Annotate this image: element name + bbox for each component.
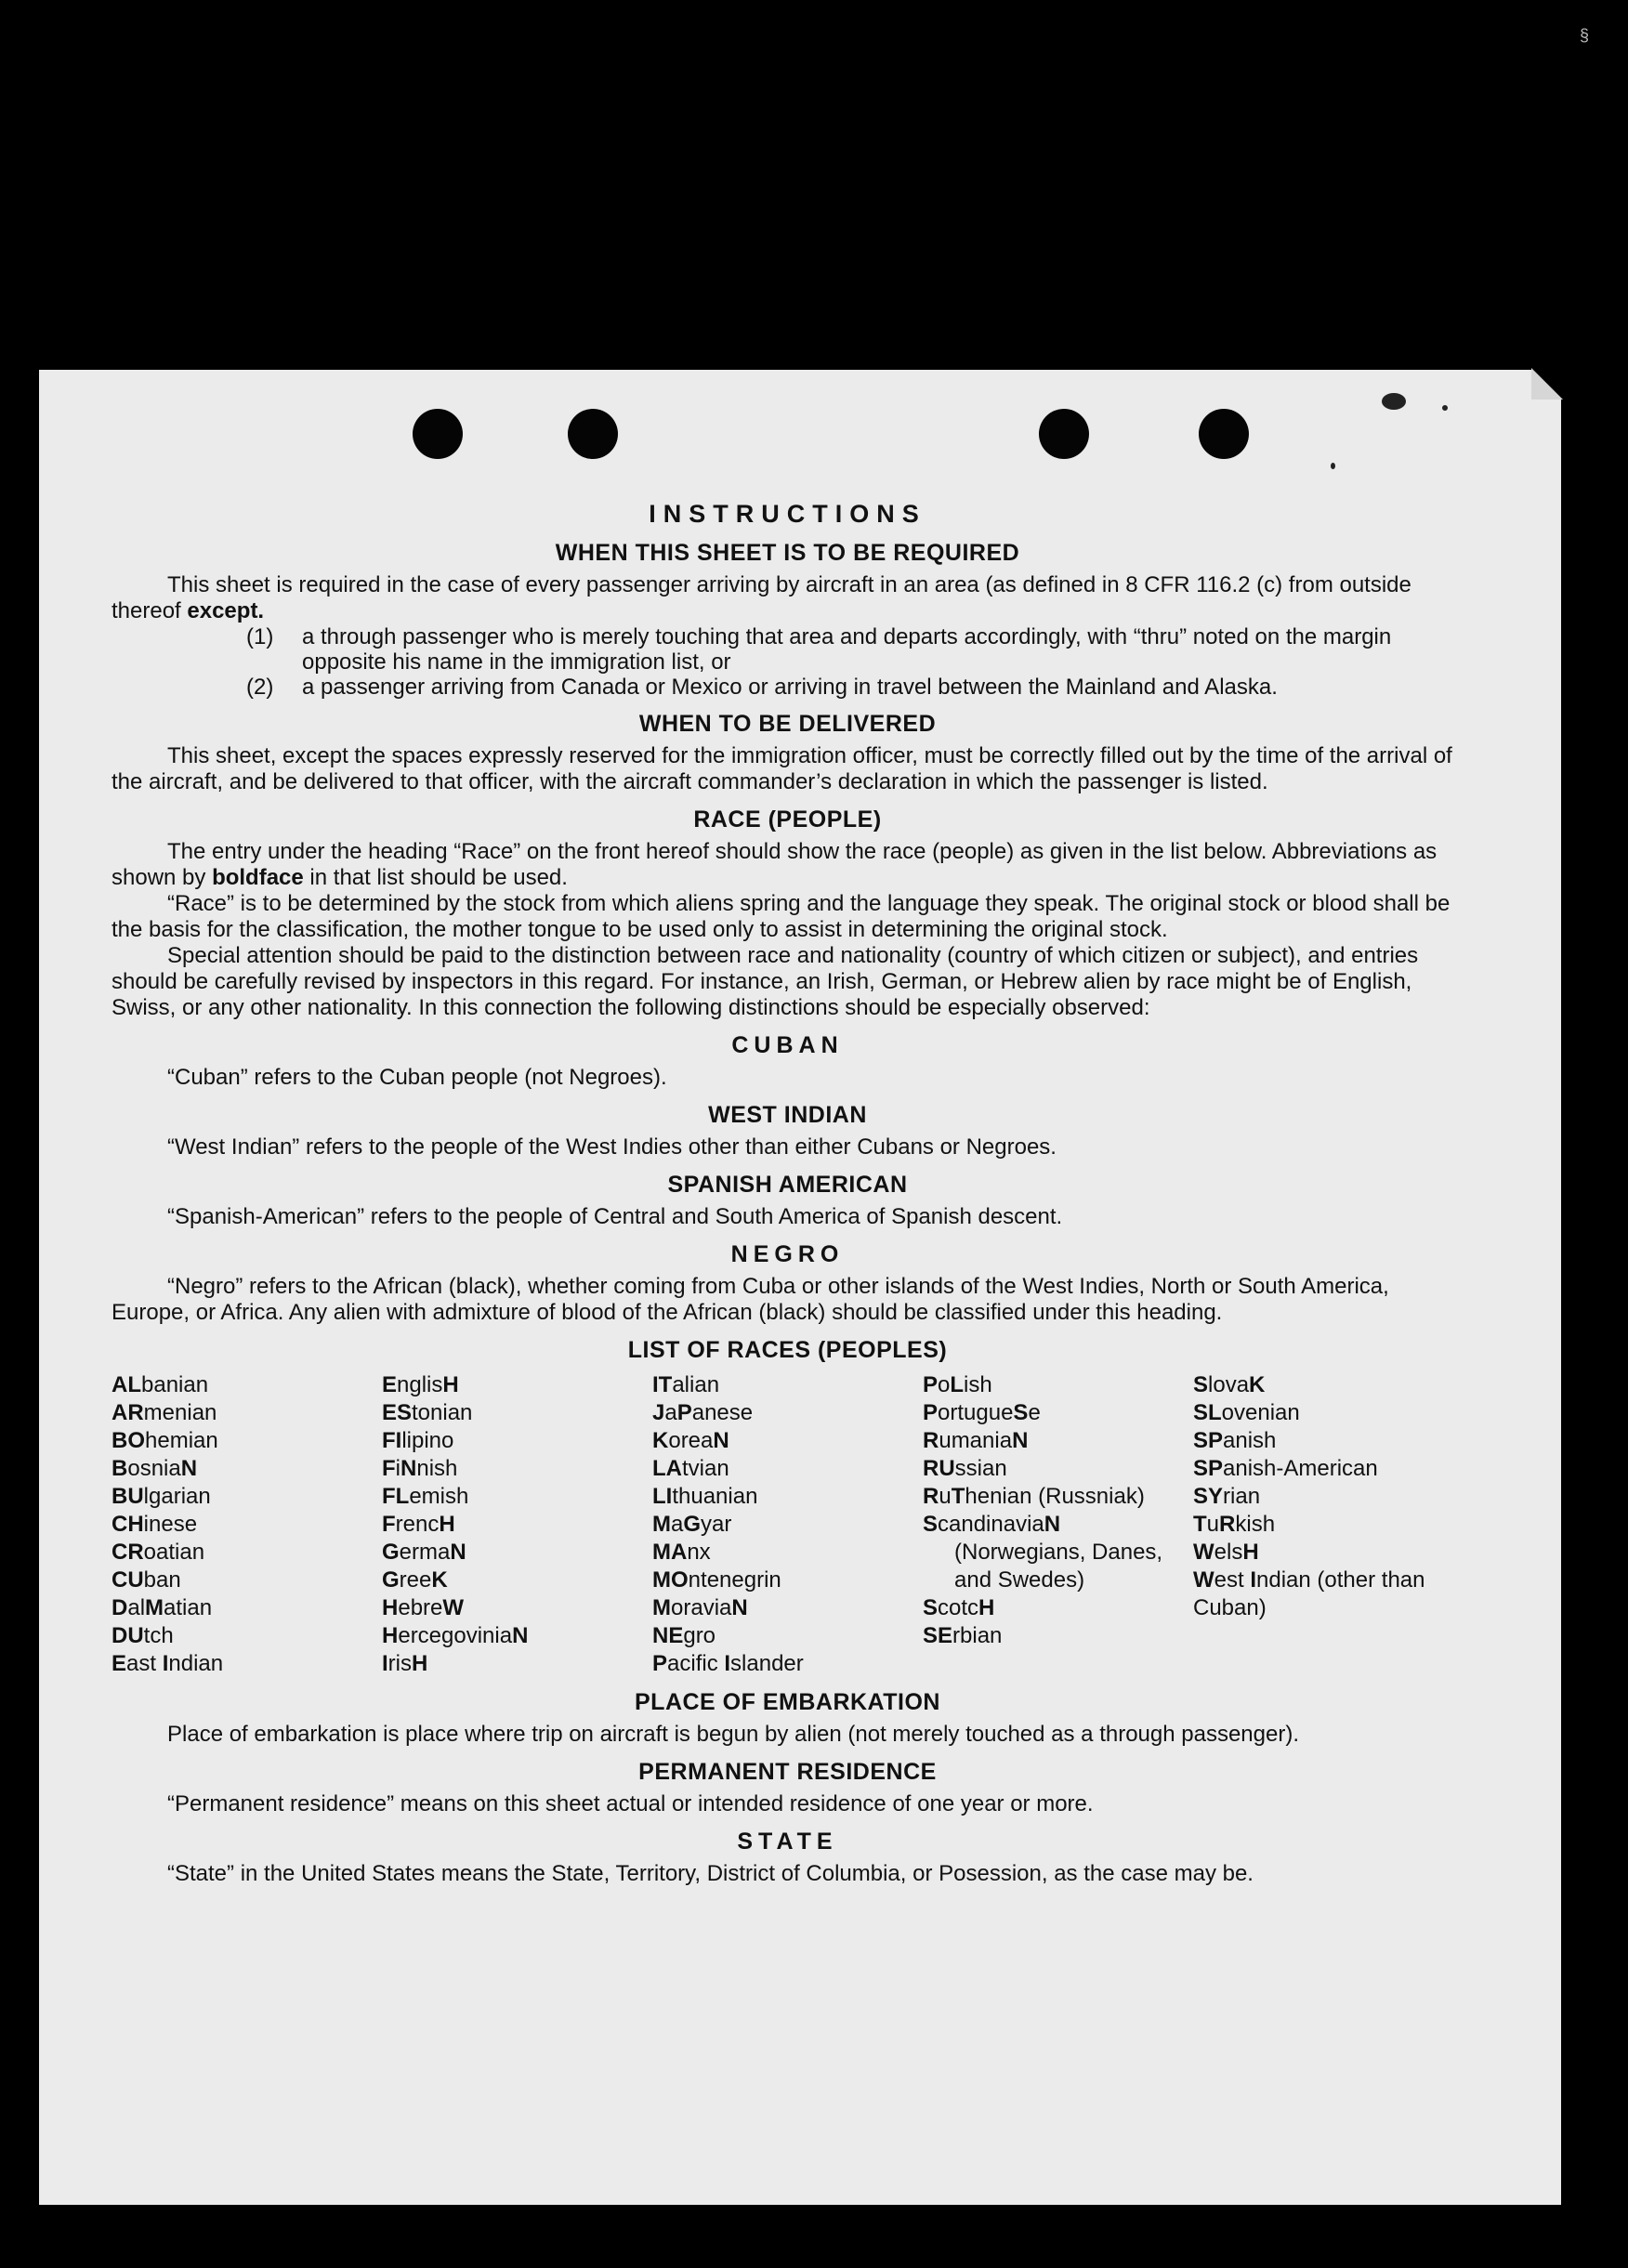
sheet-content — [112, 500, 1464, 1887]
race-entry: FiNnish — [382, 1456, 458, 1481]
required-items — [112, 624, 1464, 700]
heading-residence: PERMANENT RESIDENCE — [638, 1759, 937, 1785]
race-entry: DUtch — [112, 1623, 174, 1648]
race-entry: RUssian — [923, 1456, 1007, 1481]
race-entry: ScandinaviaN — [923, 1512, 1061, 1537]
embarkation-text: Place of embarkation is place where trip on aircraft is begun by alien (not merely touched as a through passenger). — [167, 1722, 1299, 1747]
race-entry: DalMatian — [112, 1595, 213, 1620]
race-entry: SLovenian — [1193, 1400, 1300, 1425]
west-indian-text: “West Indian” refers to the people of the West Indies other than either Cubans or Negroes. — [167, 1134, 1057, 1160]
item-number: (1) — [246, 624, 274, 649]
race-entry: RumaniaN — [923, 1428, 1029, 1453]
ink-speck — [1382, 393, 1406, 410]
race-entry: ARmenian — [112, 1400, 217, 1425]
heading-west-indian: WEST INDIAN — [708, 1102, 867, 1128]
punch-hole — [413, 409, 463, 459]
race-paragraph-2: “Race” is to be determined by the stock from which aliens spring and the language they speak. The original stock or blood shall be the basis for the classification, the mother tongue to be used only to assist in determining the original stock. — [112, 891, 1451, 942]
race-entry: GermaN — [382, 1540, 466, 1565]
race-entry: East Indian — [112, 1651, 224, 1676]
heading-state: STATE — [737, 1829, 838, 1855]
ink-speck — [1442, 405, 1448, 411]
race-entry: SPanish — [1193, 1428, 1277, 1453]
race-entry: SlovaK — [1193, 1372, 1266, 1397]
race-entry: LAtvian — [652, 1456, 729, 1481]
punch-hole — [1039, 409, 1089, 459]
race-column — [382, 1371, 652, 1678]
race-entry: CRoatian — [112, 1540, 205, 1565]
heading-cuban: CUBAN — [731, 1032, 844, 1058]
race-entry: MOntenegrin — [652, 1567, 781, 1593]
race-entry: SYrian — [1193, 1484, 1261, 1509]
race-entry: GreeK — [382, 1567, 448, 1593]
race-entry: PortugueSe — [923, 1400, 1041, 1425]
race-entry: ALbanian — [112, 1372, 209, 1397]
cuban-text: “Cuban” refers to the Cuban people (not Negroes). — [167, 1065, 667, 1090]
heading-embarkation: PLACE OF EMBARKATION — [635, 1689, 940, 1715]
race-entry: EnglisH — [382, 1372, 459, 1397]
race-entry: MaGyar — [652, 1512, 732, 1537]
race-entry: West Indian (other than Cuban) — [1193, 1567, 1425, 1620]
race-entry: RuThenian (Russniak) — [923, 1484, 1145, 1509]
delivered-text: This sheet, except the spaces expressly reserved for the immigration officer, must be correctly filled out by the time of the arrival of the aircraft, and be delivered to that officer, with the aircraft commander’s declaration in which the passenger is listed. — [112, 743, 1452, 794]
required-intro: This sheet is required in the case of every passenger arriving by aircraft in an area (as defined in 8 CFR 116.2 (c) from outside thereof except. — [112, 572, 1411, 623]
race-list — [112, 1371, 1464, 1678]
race-entry: FLemish — [382, 1484, 469, 1509]
heading-spanish-american: SPANISH AMERICAN — [667, 1172, 908, 1198]
race-entry: ITalian — [652, 1372, 720, 1397]
folded-corner — [1531, 368, 1563, 400]
race-column — [112, 1371, 382, 1678]
race-entry: MoraviaN — [652, 1595, 748, 1620]
race-entry: SErbian — [923, 1623, 1003, 1648]
race-entry: ScotcH — [923, 1595, 995, 1620]
race-entry: EStonian — [382, 1400, 473, 1425]
race-entry: SPanish-American — [1193, 1456, 1378, 1481]
race-entry: KoreaN — [652, 1428, 729, 1453]
state-text: “State” in the United States means the State, Territory, District of Columbia, or Posession, as the case may be. — [167, 1861, 1254, 1886]
race-entry: Pacific Islander — [652, 1651, 804, 1676]
race-entry: PoLish — [923, 1372, 992, 1397]
corner-mark: § — [1580, 26, 1590, 45]
page-title: INSTRUCTIONS — [649, 500, 926, 528]
race-paragraph-3: Special attention should be paid to the distinction between race and nationality (country of which citizen or subject), and entries should be carefully revised by inspectors in this regard. For instance, an Irish, German, or Hebrew alien by race might be of English, Swiss, or any other nationality. In this connection the following distinctions should be especially observed: — [112, 943, 1419, 1020]
race-entry: TuRkish — [1193, 1512, 1276, 1537]
heading-required: WHEN THIS SHEET IS TO BE REQUIRED — [555, 540, 1020, 566]
heading-negro: NEGRO — [730, 1241, 845, 1267]
race-column — [1193, 1371, 1464, 1678]
race-entry: WelsH — [1193, 1540, 1259, 1565]
punch-hole — [1199, 409, 1249, 459]
race-entry: HebreW — [382, 1595, 465, 1620]
item-text: a through passenger who is merely touching that area and departs accordingly, with “thru” noted on the margin opposite his name in the immigration list, or — [302, 624, 1392, 675]
race-entry: BUlgarian — [112, 1484, 211, 1509]
race-column — [652, 1371, 923, 1678]
race-entry: IrisH — [382, 1651, 428, 1676]
item-text: a passenger arriving from Canada or Mexico or arriving in travel between the Mainland and Alaska. — [302, 675, 1278, 700]
race-entry: HercegoviniaN — [382, 1623, 529, 1648]
race-entry: LIthuanian — [652, 1484, 758, 1509]
race-entry: CHinese — [112, 1512, 198, 1537]
race-entry: BOhemian — [112, 1428, 218, 1453]
race-entry: FrencH — [382, 1512, 455, 1537]
punch-hole — [568, 409, 618, 459]
required-item — [246, 675, 1464, 700]
race-entry: BosniaN — [112, 1456, 198, 1481]
ink-speck — [1331, 463, 1335, 469]
race-entry: NEgro — [652, 1623, 716, 1648]
residence-text: “Permanent residence” means on this sheet actual or intended residence of one year or more. — [167, 1791, 1094, 1816]
heading-race: RACE (PEOPLE) — [693, 806, 882, 832]
race-paragraph-1: The entry under the heading “Race” on the front hereof should show the race (people) as given in the list below. Abbreviations as shown by boldface in that list should be used. — [112, 839, 1438, 890]
race-entry: CUban — [112, 1567, 181, 1593]
race-entry: MAnx — [652, 1540, 711, 1565]
race-entry: JaPanese — [652, 1400, 754, 1425]
heading-delivered: WHEN TO BE DELIVERED — [638, 711, 937, 737]
required-item — [246, 624, 1464, 675]
race-column — [923, 1371, 1193, 1678]
instruction-sheet — [39, 370, 1561, 2205]
race-entry: FIlipino — [382, 1428, 454, 1453]
item-number: (2) — [246, 675, 274, 700]
race-entry: (Norwegians, Danes, and Swedes) — [954, 1540, 1163, 1593]
spanish-american-text: “Spanish-American” refers to the people of Central and South America of Spanish descent. — [167, 1204, 1063, 1229]
heading-list-of-races: LIST OF RACES (PEOPLES) — [627, 1337, 948, 1363]
negro-text: “Negro” refers to the African (black), whether coming from Cuba or other islands of the West Indies, North or South America, Europe, or Africa. Any alien with admixture of blood of the African (black) should be classified under this heading. — [112, 1274, 1389, 1325]
